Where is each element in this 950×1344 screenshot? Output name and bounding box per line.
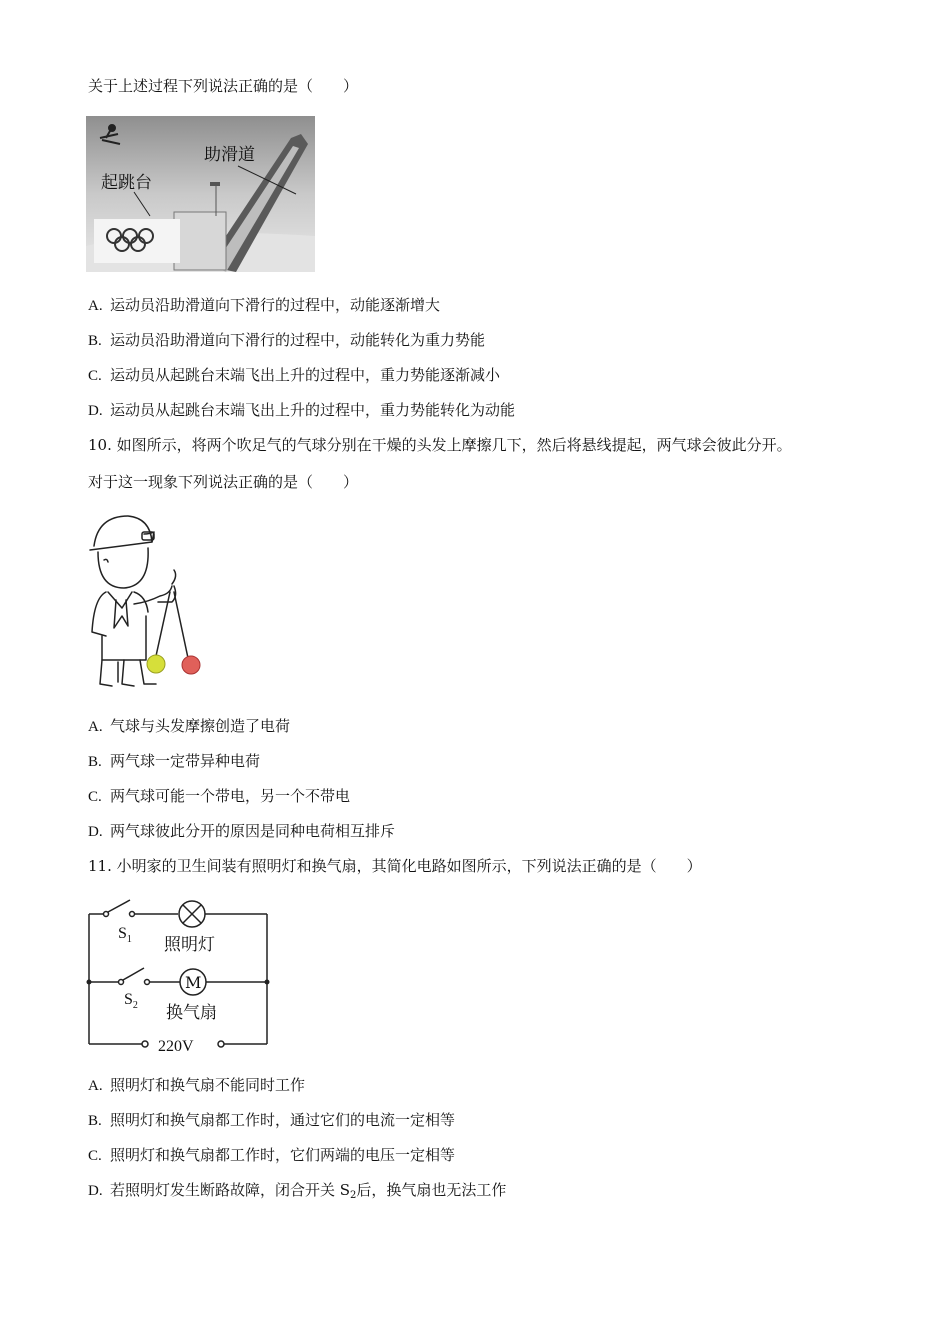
q9-option-b: B. 运动员沿助滑道向下滑行的过程中，动能转化为重力势能	[88, 331, 486, 349]
q11-option-a: A. 照明灯和换气扇不能同时工作	[88, 1076, 306, 1094]
runway-label: 助滑道	[204, 145, 255, 165]
q11-option-b: B. 照明灯和换气扇都工作时，通过它们的电流一定相等	[88, 1111, 456, 1129]
boy-balloons-figure	[88, 512, 212, 694]
yellow-balloon-icon	[147, 655, 165, 673]
q10-option-d: D. 两气球彼此分开的原因是同种电荷相互排斥	[88, 822, 396, 840]
switch-s1-label: $S_1$	[118, 925, 132, 945]
q9-option-d: D. 运动员从起跳台末端飞出上升的过程中，重力势能转化为动能	[88, 401, 516, 419]
takeoff-label: 起跳台	[101, 173, 152, 193]
q10-stem-line1: 10. 如图所示，将两个吹足气的气球分别在干燥的头发上摩擦几下，然后将悬线提起，两气球会彼此分开。	[88, 436, 792, 454]
circuit-diagram	[84, 894, 272, 1058]
q9-stem: 关于上述过程下列说法正确的是（ ）	[88, 77, 359, 95]
q11-option-d: D. 若照明灯发生断路故障，闭合开关 $S_2$后，换气扇也无法工作	[88, 1181, 507, 1201]
ski-jump-figure	[86, 116, 315, 272]
lamp-label: 照明灯	[164, 935, 215, 955]
red-balloon-icon	[182, 656, 200, 674]
q10-option-b: B. 两气球一定带异种电荷	[88, 752, 261, 770]
q9-option-a: A. 运动员沿助滑道向下滑行的过程中，动能逐渐增大	[88, 296, 441, 314]
q10-option-a: A. 气球与头发摩擦创造了电荷	[88, 717, 291, 735]
fan-label: 换气扇	[166, 1003, 217, 1023]
q11-option-c: C. 照明灯和换气扇都工作时，它们两端的电压一定相等	[88, 1146, 456, 1164]
q10-stem-line2: 对于这一现象下列说法正确的是（ ）	[88, 473, 359, 491]
q11-stem: 11. 小明家的卫生间装有照明灯和换气扇，其简化电路如图所示，下列说法正确的是（ ）	[88, 857, 702, 875]
switch-s2-label: $S_2$	[124, 991, 138, 1011]
motor-symbol: M	[185, 973, 202, 992]
q10-option-c: C. 两气球可能一个带电，另一个不带电	[88, 787, 351, 805]
q9-option-c: C. 运动员从起跳台末端飞出上升的过程中，重力势能逐渐减小	[88, 366, 501, 384]
voltage-label: 220V	[158, 1038, 194, 1055]
